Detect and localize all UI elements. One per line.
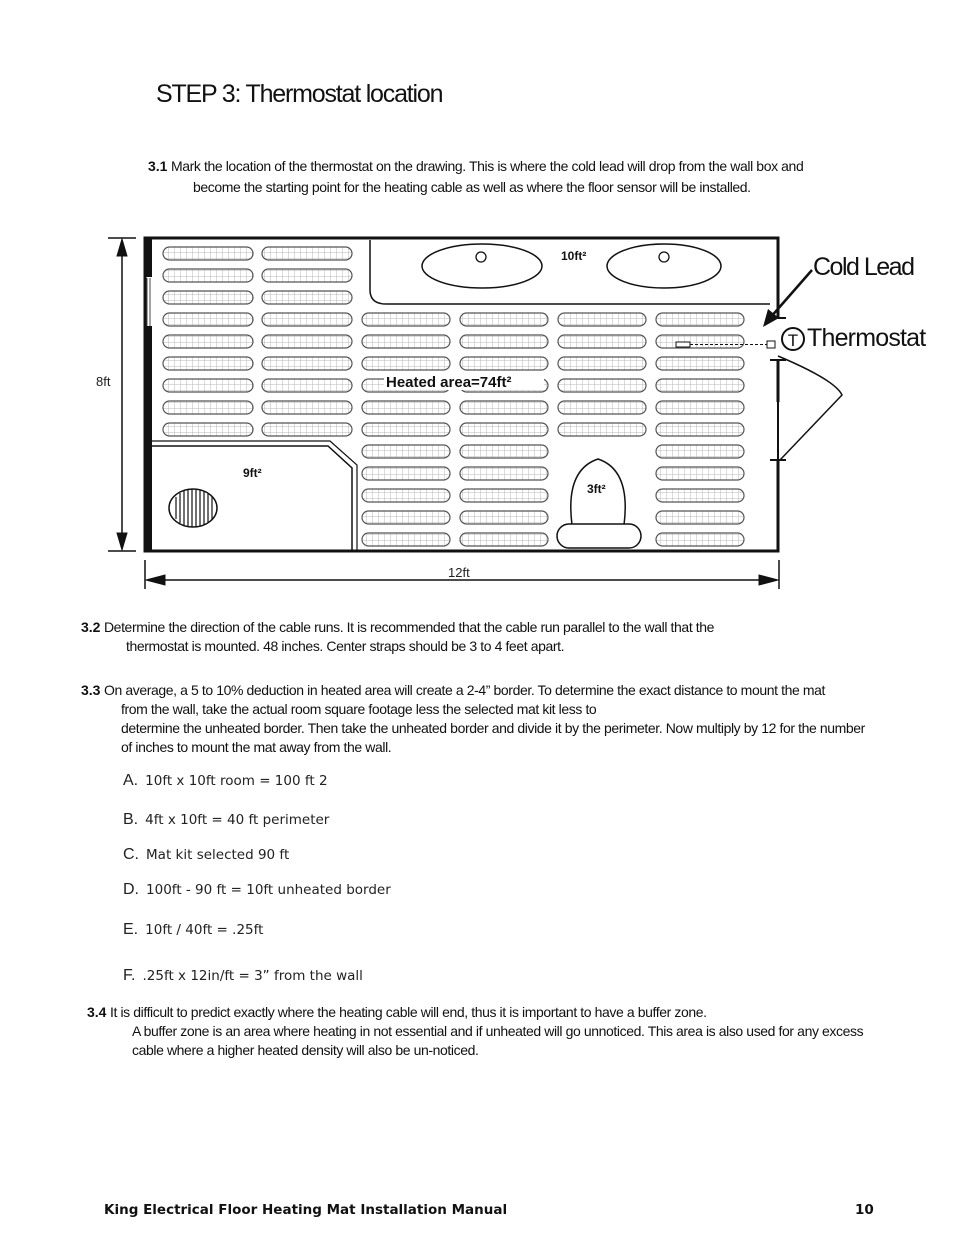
calc-step-d — [123, 881, 391, 899]
tub-area-label: 9ft² — [243, 466, 262, 480]
section-3-1-line2: become the starting point for the heating cable as well as where the floor sensor will be installed. — [193, 179, 751, 195]
section-3-4-line2: A buffer zone is an area where heating in not essential and if unheated will go unnoticed. This area is also used for any excess — [132, 1023, 864, 1039]
section-3-3-line3: determine the unheated border. Then take the unheated border and divide it by the perimeter. Now multiply by 12 for the number — [121, 720, 865, 736]
heating-mat-right — [362, 313, 744, 546]
section-3-4-line1 — [87, 1003, 707, 1022]
calc-step-text: 4ft x 10ft = 40 ft perimeter — [145, 812, 330, 828]
section-3-4-text: It is difficult to predict exactly where the heating cable will end, thus it is important to have a buffer zone. — [109, 1004, 707, 1020]
sink-area-label: 10ft² — [561, 249, 587, 263]
thermostat-symbol: T — [787, 331, 799, 350]
thermostat-label: Thermostat — [807, 324, 926, 352]
calc-step-text: 10ft x 10ft room = 100 ft 2 — [145, 773, 328, 789]
cold-lead-arrow — [763, 270, 812, 327]
toilet — [557, 459, 641, 548]
width-label: 12ft — [448, 565, 470, 580]
calc-step-c — [123, 846, 289, 864]
footer-page-number: 10 — [855, 1202, 874, 1218]
door-swing — [778, 356, 842, 460]
calc-step-letter: F. — [123, 967, 136, 984]
calc-step-text: 100ft - 90 ft = 10ft unheated border — [146, 882, 391, 898]
calc-step-letter: A. — [123, 772, 139, 789]
calc-step-letter: C. — [123, 846, 139, 863]
calc-step-text: 10ft / 40ft = .25ft — [145, 922, 264, 938]
section-3-3-line4: of inches to mount the mat away from the wall. — [121, 739, 392, 755]
calc-step-b — [123, 811, 329, 829]
calc-step-letter: B. — [123, 811, 139, 828]
cold-lead-label: Cold Lead — [813, 253, 914, 281]
section-3-3-line1 — [81, 681, 825, 700]
toilet-area-label: 3ft² — [587, 482, 606, 496]
section-3-2-text: Determine the direction of the cable runs. It is recommended that the cable run parallel to the wall that the — [103, 619, 715, 635]
section-3-2-line2: thermostat is mounted. 48 inches. Center straps should be 3 to 4 feet apart. — [126, 638, 565, 654]
section-3-4-line3: cable where a higher heated density will also be un-noticed. — [132, 1042, 479, 1058]
calc-step-text: .25ft x 12in/ft = 3” from the wall — [142, 968, 363, 984]
calc-step-letter: E. — [123, 921, 139, 938]
section-3-2-number: 3.2 — [81, 619, 101, 635]
footer-manual-title: King Electrical Floor Heating Mat Installation Manual — [104, 1202, 508, 1218]
height-label: 8ft — [96, 374, 111, 389]
section-3-3-text: On average, a 5 to 10% deduction in heated area will create a 2-4” border. To determine the exact distance to mount the mat — [103, 682, 825, 698]
bathtub — [152, 441, 357, 551]
section-3-2-line1 — [81, 618, 714, 637]
heated-area-label: Heated area=74ft² — [386, 374, 512, 391]
calc-step-f — [123, 967, 363, 985]
section-3-3-line2: from the wall, take the actual room square footage less the selected mat kit less to — [121, 701, 597, 717]
calc-step-letter: D. — [123, 881, 139, 898]
section-3-1-number: 3.1 — [148, 158, 168, 174]
section-3-3-number: 3.3 — [81, 682, 101, 698]
floor-plan-diagram — [0, 0, 954, 600]
calc-step-a — [123, 772, 328, 790]
page-title: STEP 3: Thermostat location — [156, 80, 443, 108]
height-dimension — [108, 238, 136, 551]
heating-mat-left — [163, 247, 352, 436]
section-3-1-text: Mark the location of the thermostat on the drawing. This is where the cold lead will drop from the wall box and — [170, 158, 804, 174]
calc-step-text: Mat kit selected 90 ft — [146, 847, 290, 863]
calc-step-e — [123, 921, 263, 939]
section-3-4-number: 3.4 — [87, 1004, 107, 1020]
